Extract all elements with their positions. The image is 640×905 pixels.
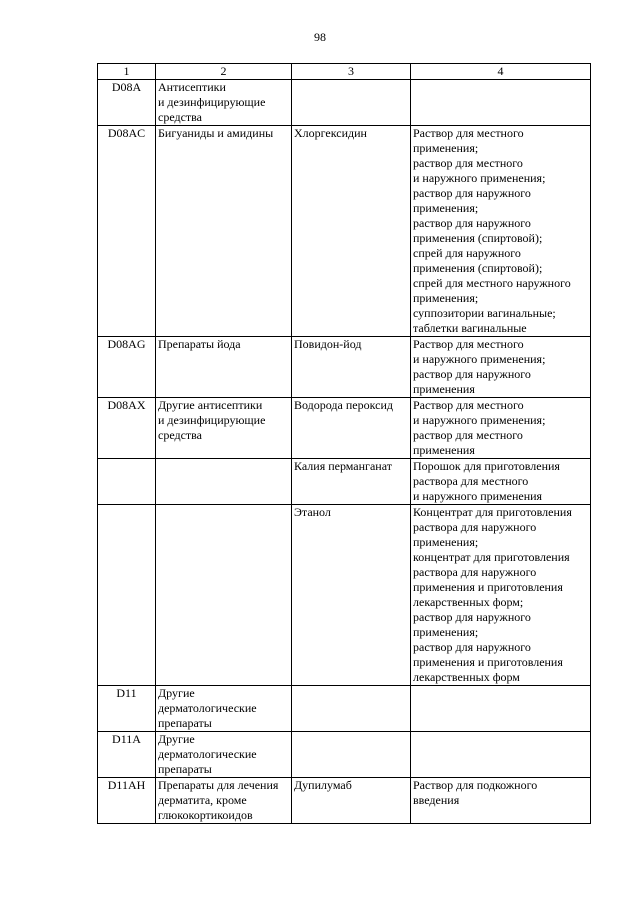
- atc-code-cell: D08AC: [98, 126, 156, 337]
- header-row: [98, 64, 591, 80]
- table-row: [98, 80, 591, 126]
- table-row: [98, 337, 591, 398]
- dosage-form-cell: [411, 686, 591, 732]
- group-cell: [156, 505, 292, 686]
- group-cell: [156, 459, 292, 505]
- drug-cell: Хлоргексидин: [292, 126, 411, 337]
- table-header: [98, 64, 591, 80]
- dosage-form-cell: [411, 732, 591, 778]
- drug-cell: Калия перманганат: [292, 459, 411, 505]
- group-cell: Другие дерматологические препараты: [156, 686, 292, 732]
- table-row: [98, 686, 591, 732]
- group-cell: Препараты йода: [156, 337, 292, 398]
- drug-cell: [292, 732, 411, 778]
- atc-code-cell: D08A: [98, 80, 156, 126]
- column-header-2: 2: [156, 64, 292, 80]
- column-header-1: 1: [98, 64, 156, 80]
- group-cell: Другие дерматологические препараты: [156, 732, 292, 778]
- dosage-form-cell: Раствор для местного и наружного применения; раствор для наружного применения: [411, 337, 591, 398]
- atc-code-cell: [98, 459, 156, 505]
- table-row: [98, 732, 591, 778]
- dosage-form-cell: Раствор для местного и наружного применения; раствор для местного применения: [411, 398, 591, 459]
- atc-code-cell: D11A: [98, 732, 156, 778]
- table-row: [98, 505, 591, 686]
- drug-cell: [292, 80, 411, 126]
- page-number: 98: [314, 30, 326, 44]
- drug-cell: Повидон-йод: [292, 337, 411, 398]
- table-body: [98, 80, 591, 824]
- dosage-form-cell: [411, 80, 591, 126]
- dosage-form-cell: Раствор для подкожного введения: [411, 778, 591, 824]
- group-cell: Препараты для лечения дерматита, кроме глюкокортикоидов: [156, 778, 292, 824]
- group-cell: Антисептики и дезинфицирующие средства: [156, 80, 292, 126]
- atc-code-cell: D08AX: [98, 398, 156, 459]
- dosage-form-cell: Раствор для местного применения; раствор для местного и наружного применения; раствор для наружного применения; раствор для наружного применения (спиртовой); спрей для наружного применения (спиртовой); спрей для местного наружного применения; суппозитории вагинальные; таблетки вагинальные: [411, 126, 591, 337]
- drug-cell: Этанол: [292, 505, 411, 686]
- drug-cell: Водорода пероксид: [292, 398, 411, 459]
- drug-cell: [292, 686, 411, 732]
- atc-code-cell: D11AH: [98, 778, 156, 824]
- dosage-form-cell: Концентрат для приготовления раствора для наружного применения; концентрат для приготовления раствора для наружного применения и приготовления лекарственных форм; раствор для наружного применения; раствор для наружного применения и приготовления лекарственных форм: [411, 505, 591, 686]
- atc-code-cell: D08AG: [98, 337, 156, 398]
- table-row: [98, 126, 591, 337]
- atc-code-cell: D11: [98, 686, 156, 732]
- table-row: [98, 778, 591, 824]
- drug-table: [97, 63, 591, 824]
- column-header-3: 3: [292, 64, 411, 80]
- atc-code-cell: [98, 505, 156, 686]
- drug-cell: Дупилумаб: [292, 778, 411, 824]
- table-row: [98, 459, 591, 505]
- group-cell: Бигуаниды и амидины: [156, 126, 292, 337]
- dosage-form-cell: Порошок для приготовления раствора для местного и наружного применения: [411, 459, 591, 505]
- column-header-4: 4: [411, 64, 591, 80]
- group-cell: Другие антисептики и дезинфицирующие средства: [156, 398, 292, 459]
- table-row: [98, 398, 591, 459]
